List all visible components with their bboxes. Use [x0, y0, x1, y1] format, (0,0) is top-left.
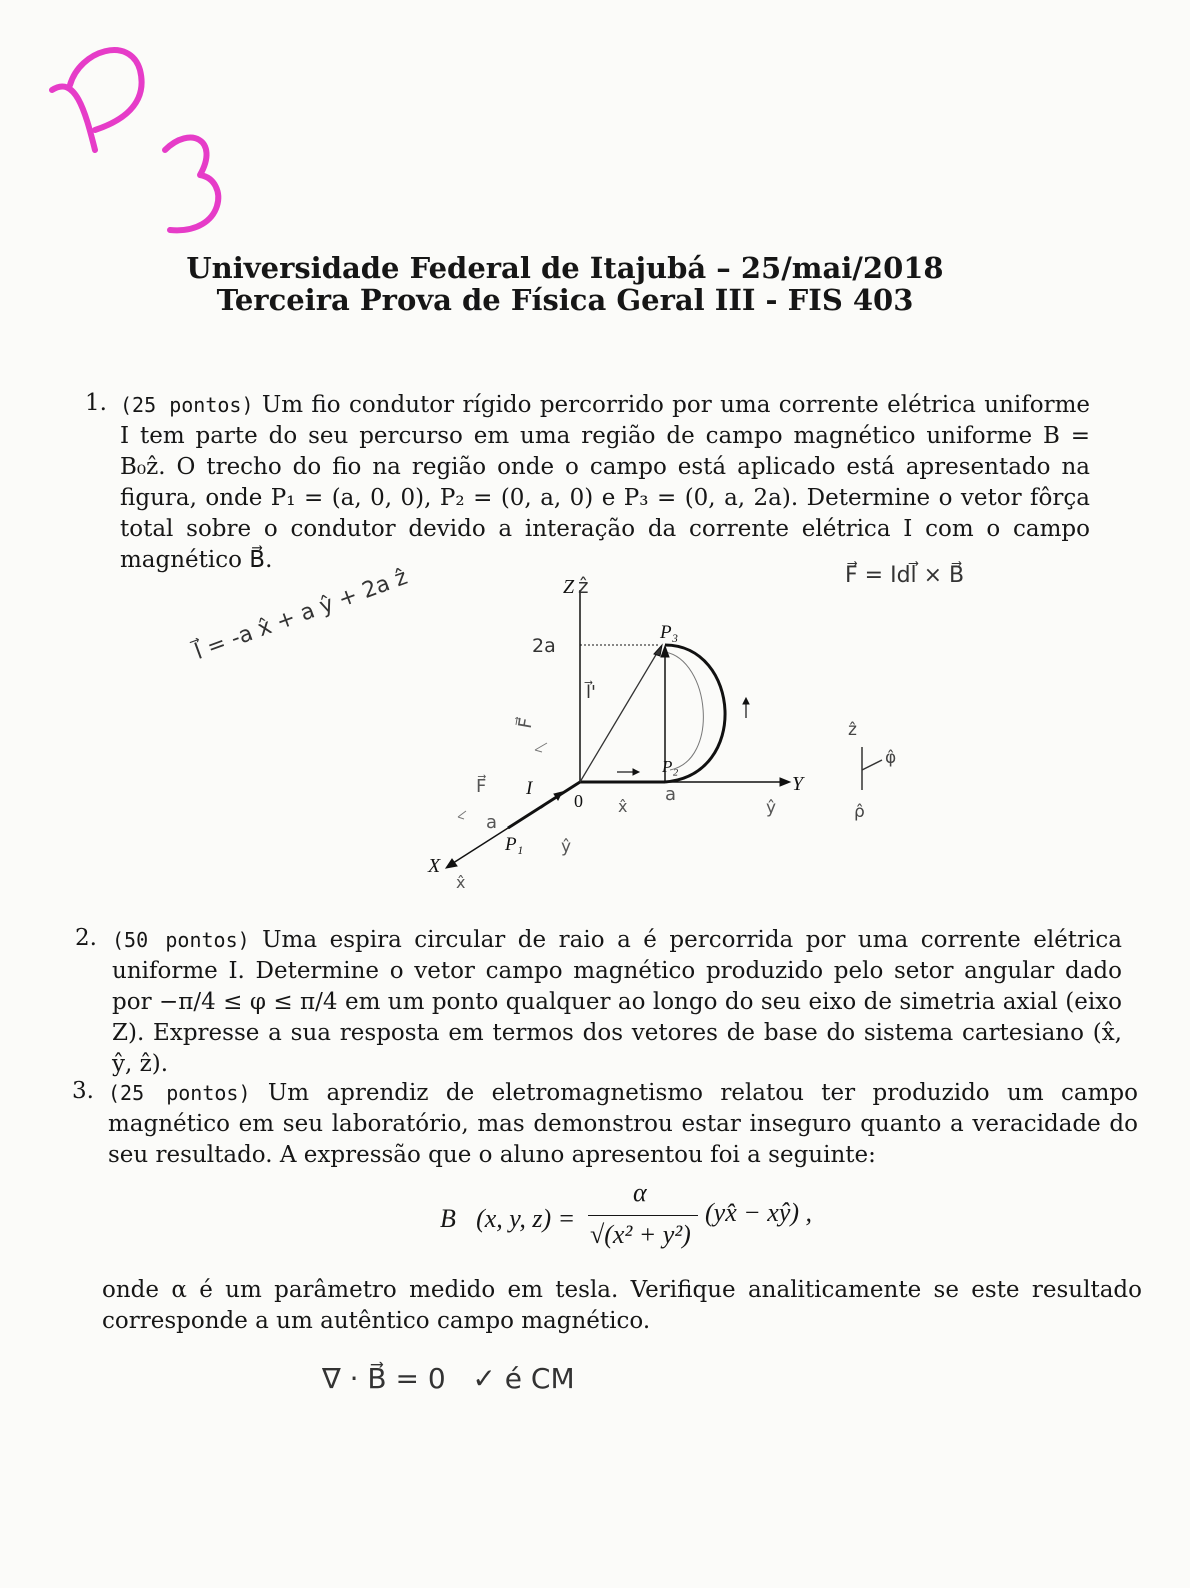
equation-denominator: √(x² + y²) [590, 1220, 691, 1249]
p1-label: P₁ [505, 834, 524, 855]
equation-lhs: B⃗(x, y, z) = [440, 1204, 576, 1233]
question-3-number: 3. [72, 1078, 94, 1104]
question-3-text: Um aprendiz de eletromagnetismo relatou ter produzido um campo magnético em seu laboratório, mas demonstrou estar inseguro quanto a veracidade do seu resultado. A expressão que o aluno apresentou foi a seguinte: [108, 1080, 1138, 1168]
a-note-2: a [665, 784, 677, 805]
p2-label: P₂ [662, 757, 679, 776]
equation-numerator: α [633, 1178, 647, 1207]
question-2-number: 2. [75, 925, 97, 951]
question-1-points: (25 pontos) [120, 393, 254, 417]
z-axis-label: Z [563, 576, 575, 598]
f-vec-note-2: F⃗ [476, 776, 487, 797]
question-3-text-after: onde α é um parâmetro medido em tesla. Verifique analiticamente se este resultado corresponde a um autêntico campo magnético. [102, 1277, 1142, 1334]
fraction-bar [588, 1215, 698, 1216]
header-line-1: Universidade Federal de Itajubá – 25/mai/2018 [186, 251, 944, 285]
l-vector-note: l⃗ = -a x̂ + a ŷ + 2a ẑ [191, 564, 411, 665]
y-hat-note-1: ŷ [561, 837, 572, 857]
force-formula-note: F⃗ = Idl⃗ × B⃗ [845, 563, 965, 588]
p3-label: P₃ [660, 622, 679, 643]
conductor-figure [420, 560, 820, 890]
question-2-points: (50 pontos) [112, 928, 250, 952]
equation-rhs: (yx̂ − xŷ) , [705, 1198, 813, 1227]
x-hat-note-2: x̂ [456, 873, 466, 890]
question-1-text: Um fio condutor rígido percorrido por uma corrente elétrica uniforme I tem parte do seu percurso em uma região de campo magnético uniforme B = B₀ẑ. O trecho do fio na região onde o campo está aplicado está apresentado na figura, onde P₁ = (a, 0, 0), P₂ = (0, a, 0) e P₃ = (0, a, 2a). Determine o vetor fôrça total sobre o condutor devido a interação da corrente elétrica I com o campo magnético B⃗. [120, 392, 1090, 573]
l-prime-note: l⃗' [586, 682, 596, 703]
z-hat-side-note: ẑ [848, 720, 857, 740]
cylindrical-basis-sketch [840, 705, 910, 830]
y-axis-label: Y [792, 773, 804, 795]
x-axis-label: X [428, 855, 441, 877]
question-2-text: Uma espira circular de raio a é percorrida por uma corrente elétrica uniforme I. Determine o vetor campo magnético produzido pelo setor angular dado por −π/4 ≤ φ ≤ π/4 em um ponto qualquer ao longo do seu eixo de simetria axial (eixo Z). Expresse a sua resposta em termos dos vetores de base do sistema cartesiano (x̂, ŷ, ẑ). [112, 927, 1122, 1077]
x-hat-note-1: x̂ [618, 797, 628, 816]
p3-handwritten-mark [40, 30, 240, 260]
origin-label: 0 [574, 791, 583, 811]
question-3-points: (25 pontos) [108, 1081, 251, 1105]
two-a-note: 2a [532, 635, 556, 657]
question-2-body [112, 925, 1122, 1080]
rho-hat-note: ρ̂ [854, 802, 865, 822]
divergence-note: ∇ · B⃗ = 0 ✓ é CM [322, 1362, 575, 1395]
question-1-number: 1. [85, 390, 107, 416]
question-3-body [108, 1078, 1138, 1171]
header-line-2: Terceira Prova de Física Geral III - FIS 403 [216, 283, 914, 317]
question-1-body [120, 390, 1090, 576]
f-vec-note-1: F⃗ [514, 716, 538, 731]
hand-line [580, 648, 660, 782]
magnetic-field-equation [430, 1178, 850, 1256]
y-hat-note-2: ŷ [766, 798, 777, 818]
current-label: I [526, 778, 533, 799]
phi-hat-note: φ̂ [885, 748, 897, 768]
z-hat-note: ẑ [578, 574, 589, 598]
a-note-1: a [486, 812, 498, 833]
